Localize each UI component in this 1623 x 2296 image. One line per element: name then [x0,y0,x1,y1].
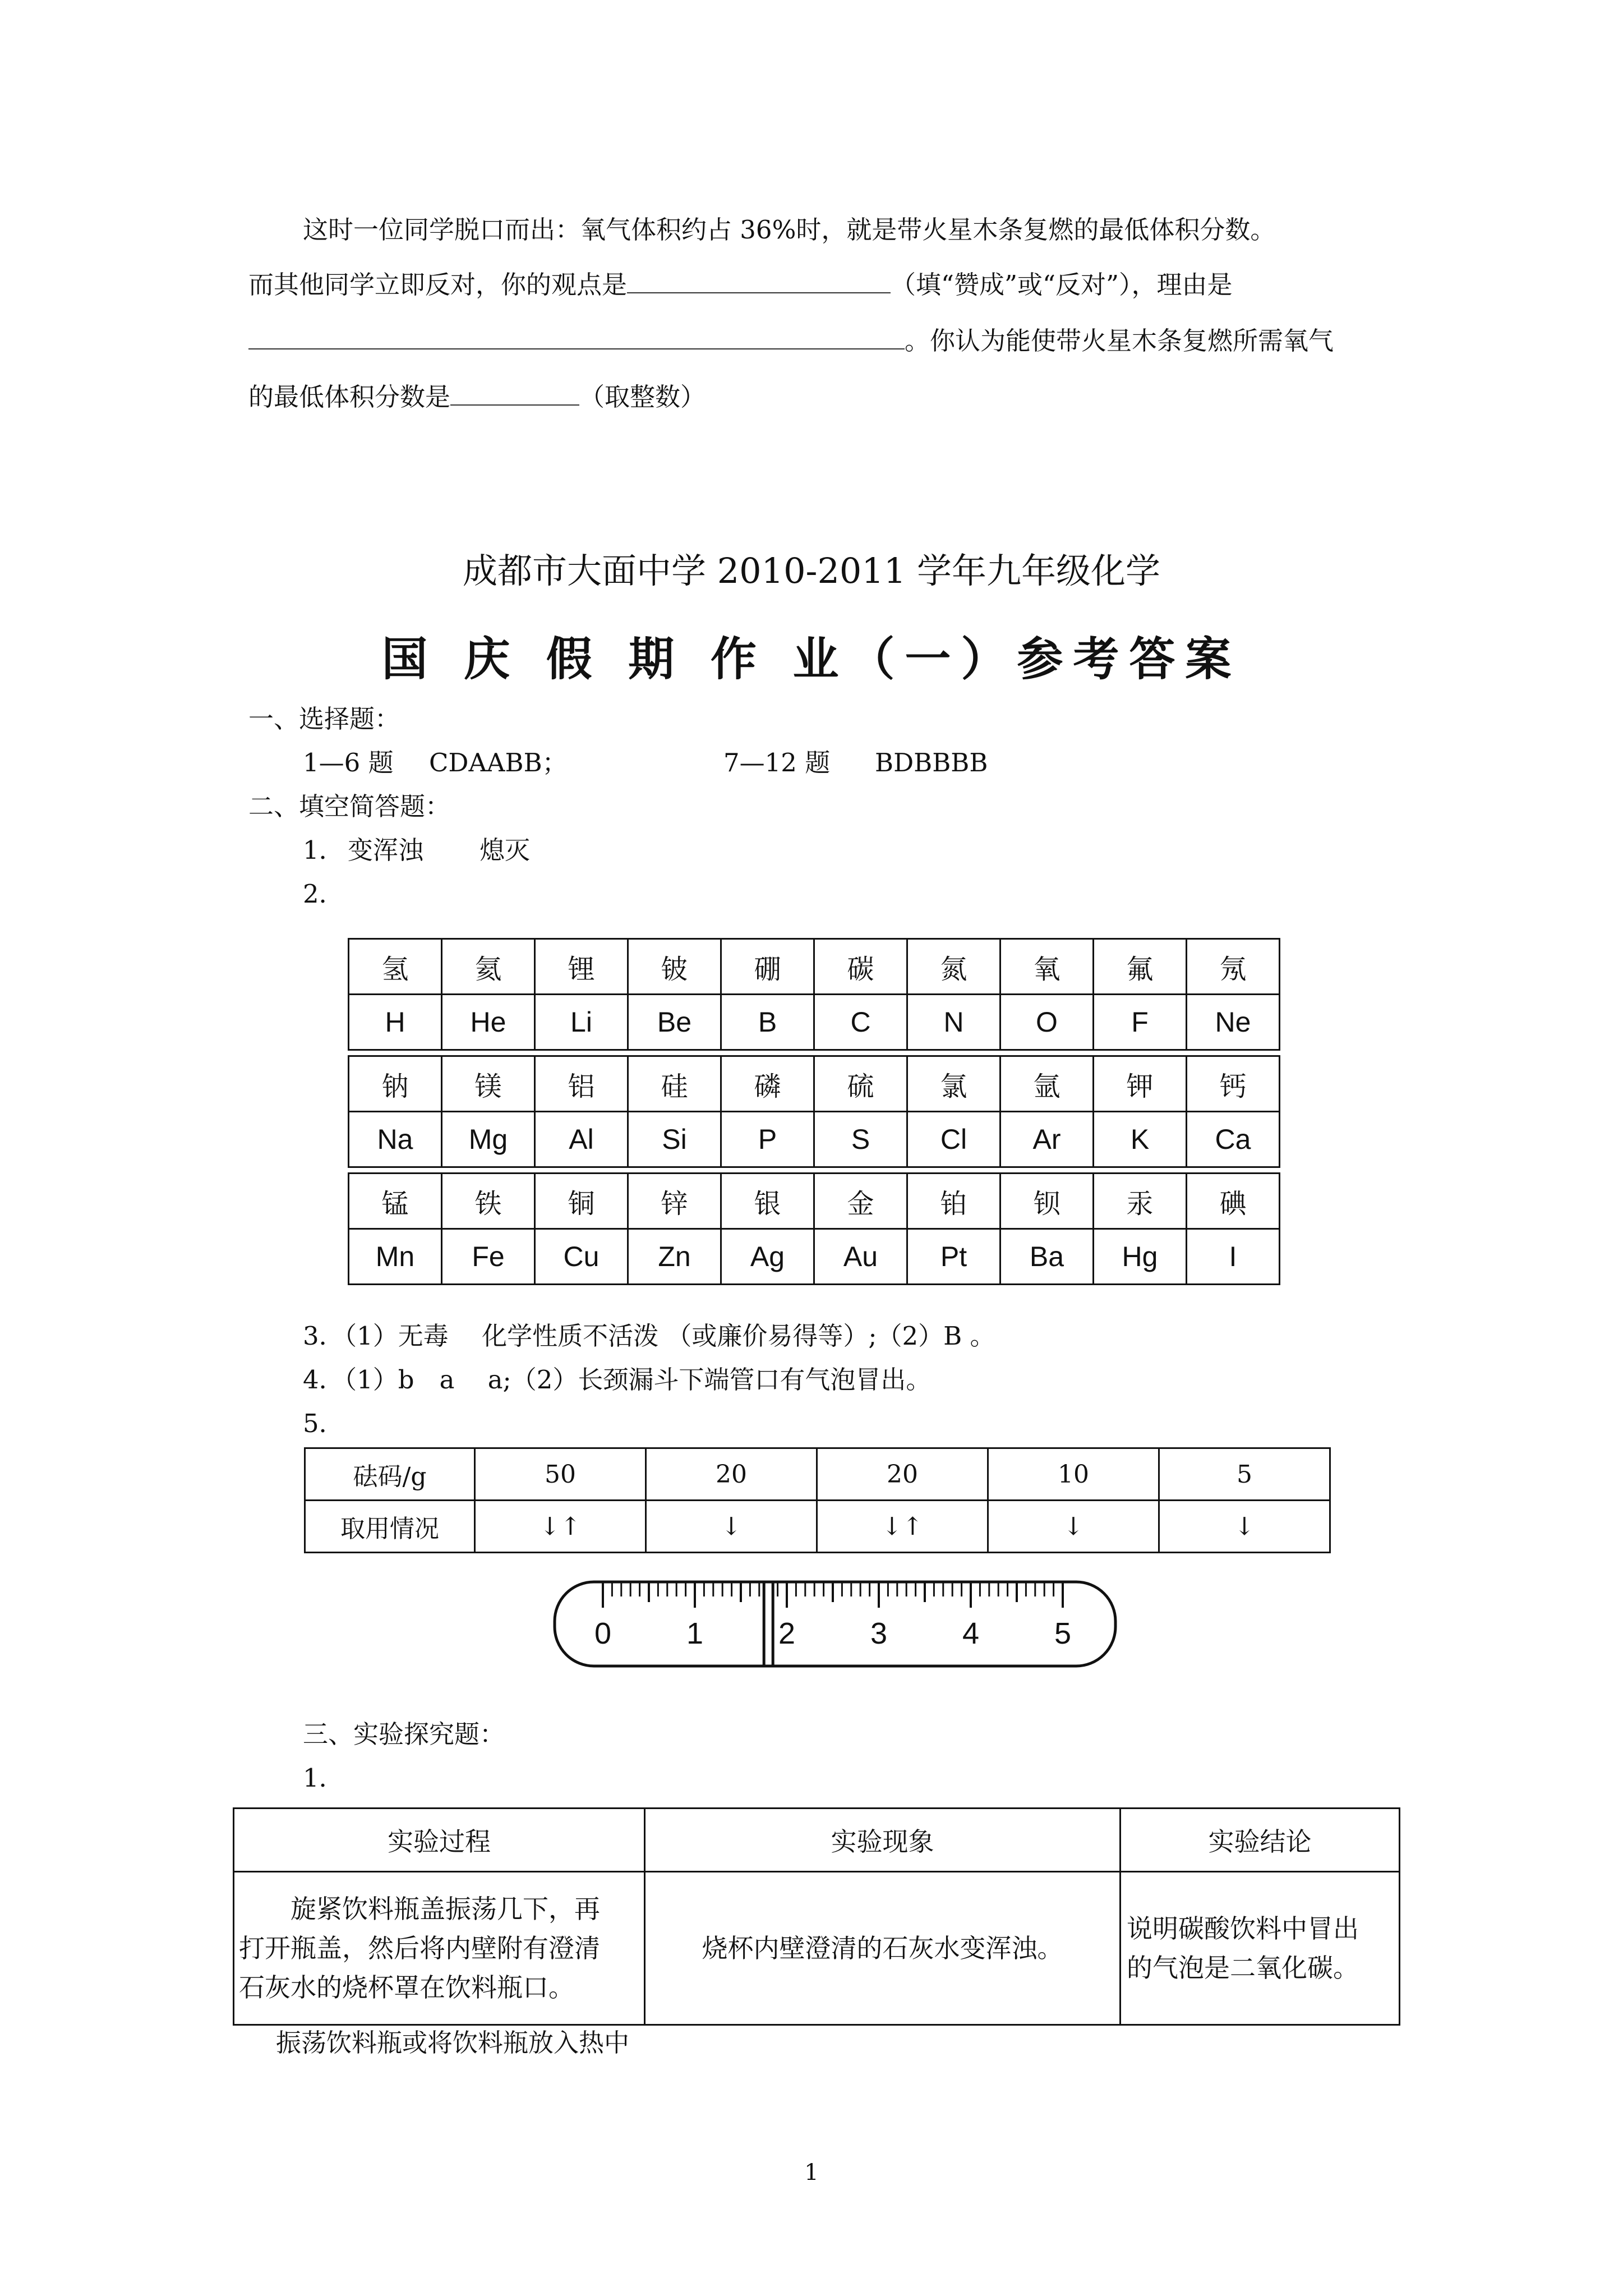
balance-ruler [552,1576,1119,1677]
q3-answer: 3．（1）无毒 化学性质不活泼 （或廉价易得等）;（2）B 。 [303,1321,995,1351]
intro-line-2-a: 而其他同学立即反对，你的观点是 [248,270,628,300]
conclusion-line: 的气泡是二氧化碳。 [1127,1953,1359,1983]
element-symbol: F [1094,995,1187,1050]
element-symbol: O [1000,995,1094,1050]
element-symbols-row-3 [349,1229,1280,1285]
element-name: 钾 [1094,1056,1187,1112]
divider-cell [349,1050,1280,1056]
weights-table [304,1447,1331,1553]
element-symbol: Ca [1187,1112,1280,1167]
element-name: 氯 [907,1056,1000,1112]
element-symbol: Mg [442,1112,535,1167]
element-name: 硼 [721,939,814,995]
element-name: 钙 [1187,1056,1280,1112]
element-symbol: Ar [1000,1112,1094,1167]
element-name: 氦 [442,939,535,995]
q2-number: 2． [303,879,344,909]
element-symbol: Mn [349,1229,442,1285]
ruler-label: 3 [870,1617,888,1650]
weight-value: 20 [817,1448,988,1501]
section1-range1: 1—6 题 [303,748,394,777]
element-symbol: C [814,995,907,1050]
element-name: 金 [814,1174,907,1229]
q5-number: 5． [303,1409,344,1438]
element-symbol: Al [535,1112,628,1167]
q1-number: 1． [303,835,344,865]
usage-value: ↓ [988,1501,1159,1553]
q1-answer-a: 变浑浊 [348,835,424,865]
element-name: 汞 [1094,1174,1187,1229]
element-symbol: Cu [535,1229,628,1285]
intro-line-2 [248,268,1233,302]
element-name: 锂 [535,939,628,995]
ruler-outline [555,1582,1115,1666]
intro-line-3-b: 。你认为能使带火星木条复燃所需氧气 [905,326,1334,356]
document-subtitle: 国 庆 假 期 作 业（一）参考答案 [381,632,1242,686]
usage-value: ↓↑ [475,1501,646,1553]
element-table-divider [349,1167,1280,1174]
element-name: 钡 [1000,1174,1094,1229]
element-symbol: Ag [721,1229,814,1285]
element-table [348,938,1280,1285]
conclusion-line: 说明碳酸饮料中冒出 [1127,1913,1359,1944]
element-name: 碳 [814,939,907,995]
section3-q1-number: 1． [303,1763,344,1793]
element-name: 氧 [1000,939,1094,995]
process-line: 旋紧饮料瓶盖振荡几下，再 [291,1894,600,1924]
experiment-table [233,1807,1400,2026]
intro-line-2-b: （填“赞成”或“反对”），理由是 [891,270,1233,300]
usage-value: ↓↑ [817,1501,988,1553]
weight-value: 50 [475,1448,646,1501]
element-symbol: S [814,1112,907,1167]
intro-line-1: 这时一位同学脱口而出：氧气体积约占 36%时，就是带火星木条复燃的最低体积分数。 [303,215,1276,245]
element-name: 氩 [1000,1056,1094,1112]
section3-after-text: 振荡饮料瓶或将饮料瓶放入热中 [276,2028,630,2058]
element-name: 钠 [349,1056,442,1112]
element-symbol: B [721,995,814,1050]
ruler-label: 4 [962,1617,980,1650]
ruler-label: 2 [778,1617,796,1650]
document-title: 成都市大面中学 2010-2011 学年九年级化学 [463,550,1160,591]
weights-header: 砝码/g [305,1448,475,1501]
element-name: 铂 [907,1174,1000,1229]
section1-answers1: CDAABB； [429,748,568,777]
conclusion-cell [1121,1872,1400,2025]
element-symbol: Na [349,1112,442,1167]
process-line: 打开瓶盖，然后将内壁附有澄清 [239,1933,600,1963]
element-symbol: N [907,995,1000,1050]
element-names-row-3 [349,1174,1280,1229]
element-name: 铜 [535,1174,628,1229]
element-symbol: Cl [907,1112,1000,1167]
element-name: 碘 [1187,1174,1280,1229]
element-symbol: Fe [442,1229,535,1285]
intro-line-3 [248,324,1334,358]
phenomenon-cell: 烧杯内壁澄清的石灰水变浑浊。 [645,1872,1121,2025]
page-number: 1 [804,2160,819,2185]
section1-heading: 一、选择题： [248,704,400,734]
usage-header: 取用情况 [305,1501,475,1553]
element-name: 锌 [628,1174,721,1229]
intro-line-4-b: （取整数） [579,382,706,412]
ruler-label: 0 [594,1617,612,1650]
element-symbol: Ne [1187,995,1280,1050]
element-name: 铁 [442,1174,535,1229]
element-name: 氢 [349,939,442,995]
section2-heading: 二、填空简答题： [248,792,451,821]
section3-heading: 三、实验探究题： [303,1719,505,1749]
element-symbol: K [1094,1112,1187,1167]
element-name: 硫 [814,1056,907,1112]
element-names-row-2 [349,1056,1280,1112]
element-symbol: P [721,1112,814,1167]
usage-value: ↓ [1159,1501,1330,1553]
element-name: 铍 [628,939,721,995]
rider-marker [764,1582,773,1666]
weight-value: 20 [646,1448,817,1501]
element-name: 硅 [628,1056,721,1112]
usage-value: ↓ [646,1501,817,1553]
q1-answer-b: 熄灭 [479,835,531,865]
process-cell [234,1872,645,2025]
element-symbol: Ba [1000,1229,1094,1285]
element-name: 氟 [1094,939,1187,995]
header-conclusion: 实验结论 [1121,1809,1400,1872]
element-symbol: I [1187,1229,1280,1285]
q4-answer: 4．（1）b a a;（2）长颈漏斗下端管口有气泡冒出。 [303,1365,932,1395]
element-symbol: Li [535,995,628,1050]
element-symbol: H [349,995,442,1050]
weight-value: 10 [988,1448,1159,1501]
section1-answers2: BDBBBB [875,748,988,777]
element-symbol: Zn [628,1229,721,1285]
element-symbol: Si [628,1112,721,1167]
element-symbol: Hg [1094,1229,1187,1285]
percent-blank [450,382,579,406]
element-name: 镁 [442,1056,535,1112]
element-symbols-row-1 [349,995,1280,1050]
element-name: 磷 [721,1056,814,1112]
weights-row [305,1448,1330,1501]
intro-line-4 [248,380,706,414]
experiment-header-row [234,1809,1400,1872]
element-symbols-row-2 [349,1112,1280,1167]
element-name: 氮 [907,939,1000,995]
intro-line-4-a: 的最低体积分数是 [248,382,451,412]
ruler-label: 1 [686,1617,704,1650]
element-names-row-1 [349,939,1280,995]
element-symbol: Pt [907,1229,1000,1285]
weight-value: 5 [1159,1448,1330,1501]
section1-range2: 7—12 题 [723,748,831,777]
divider-cell [349,1167,1280,1174]
element-name: 铝 [535,1056,628,1112]
header-process: 实验过程 [234,1809,645,1872]
usage-row [305,1501,1330,1553]
element-symbol: Au [814,1229,907,1285]
header-phenomenon: 实验现象 [645,1809,1121,1872]
experiment-body-row [234,1872,1400,2025]
element-name: 银 [721,1174,814,1229]
reason-blank [248,326,905,349]
opinion-blank [627,270,891,293]
element-table-divider [349,1050,1280,1056]
element-name: 氖 [1187,939,1280,995]
ruler-label: 5 [1054,1617,1072,1650]
element-symbol: Be [628,995,721,1050]
element-symbol: He [442,995,535,1050]
element-name: 锰 [349,1174,442,1229]
process-line: 石灰水的烧杯罩在饮料瓶口。 [239,1972,574,2003]
